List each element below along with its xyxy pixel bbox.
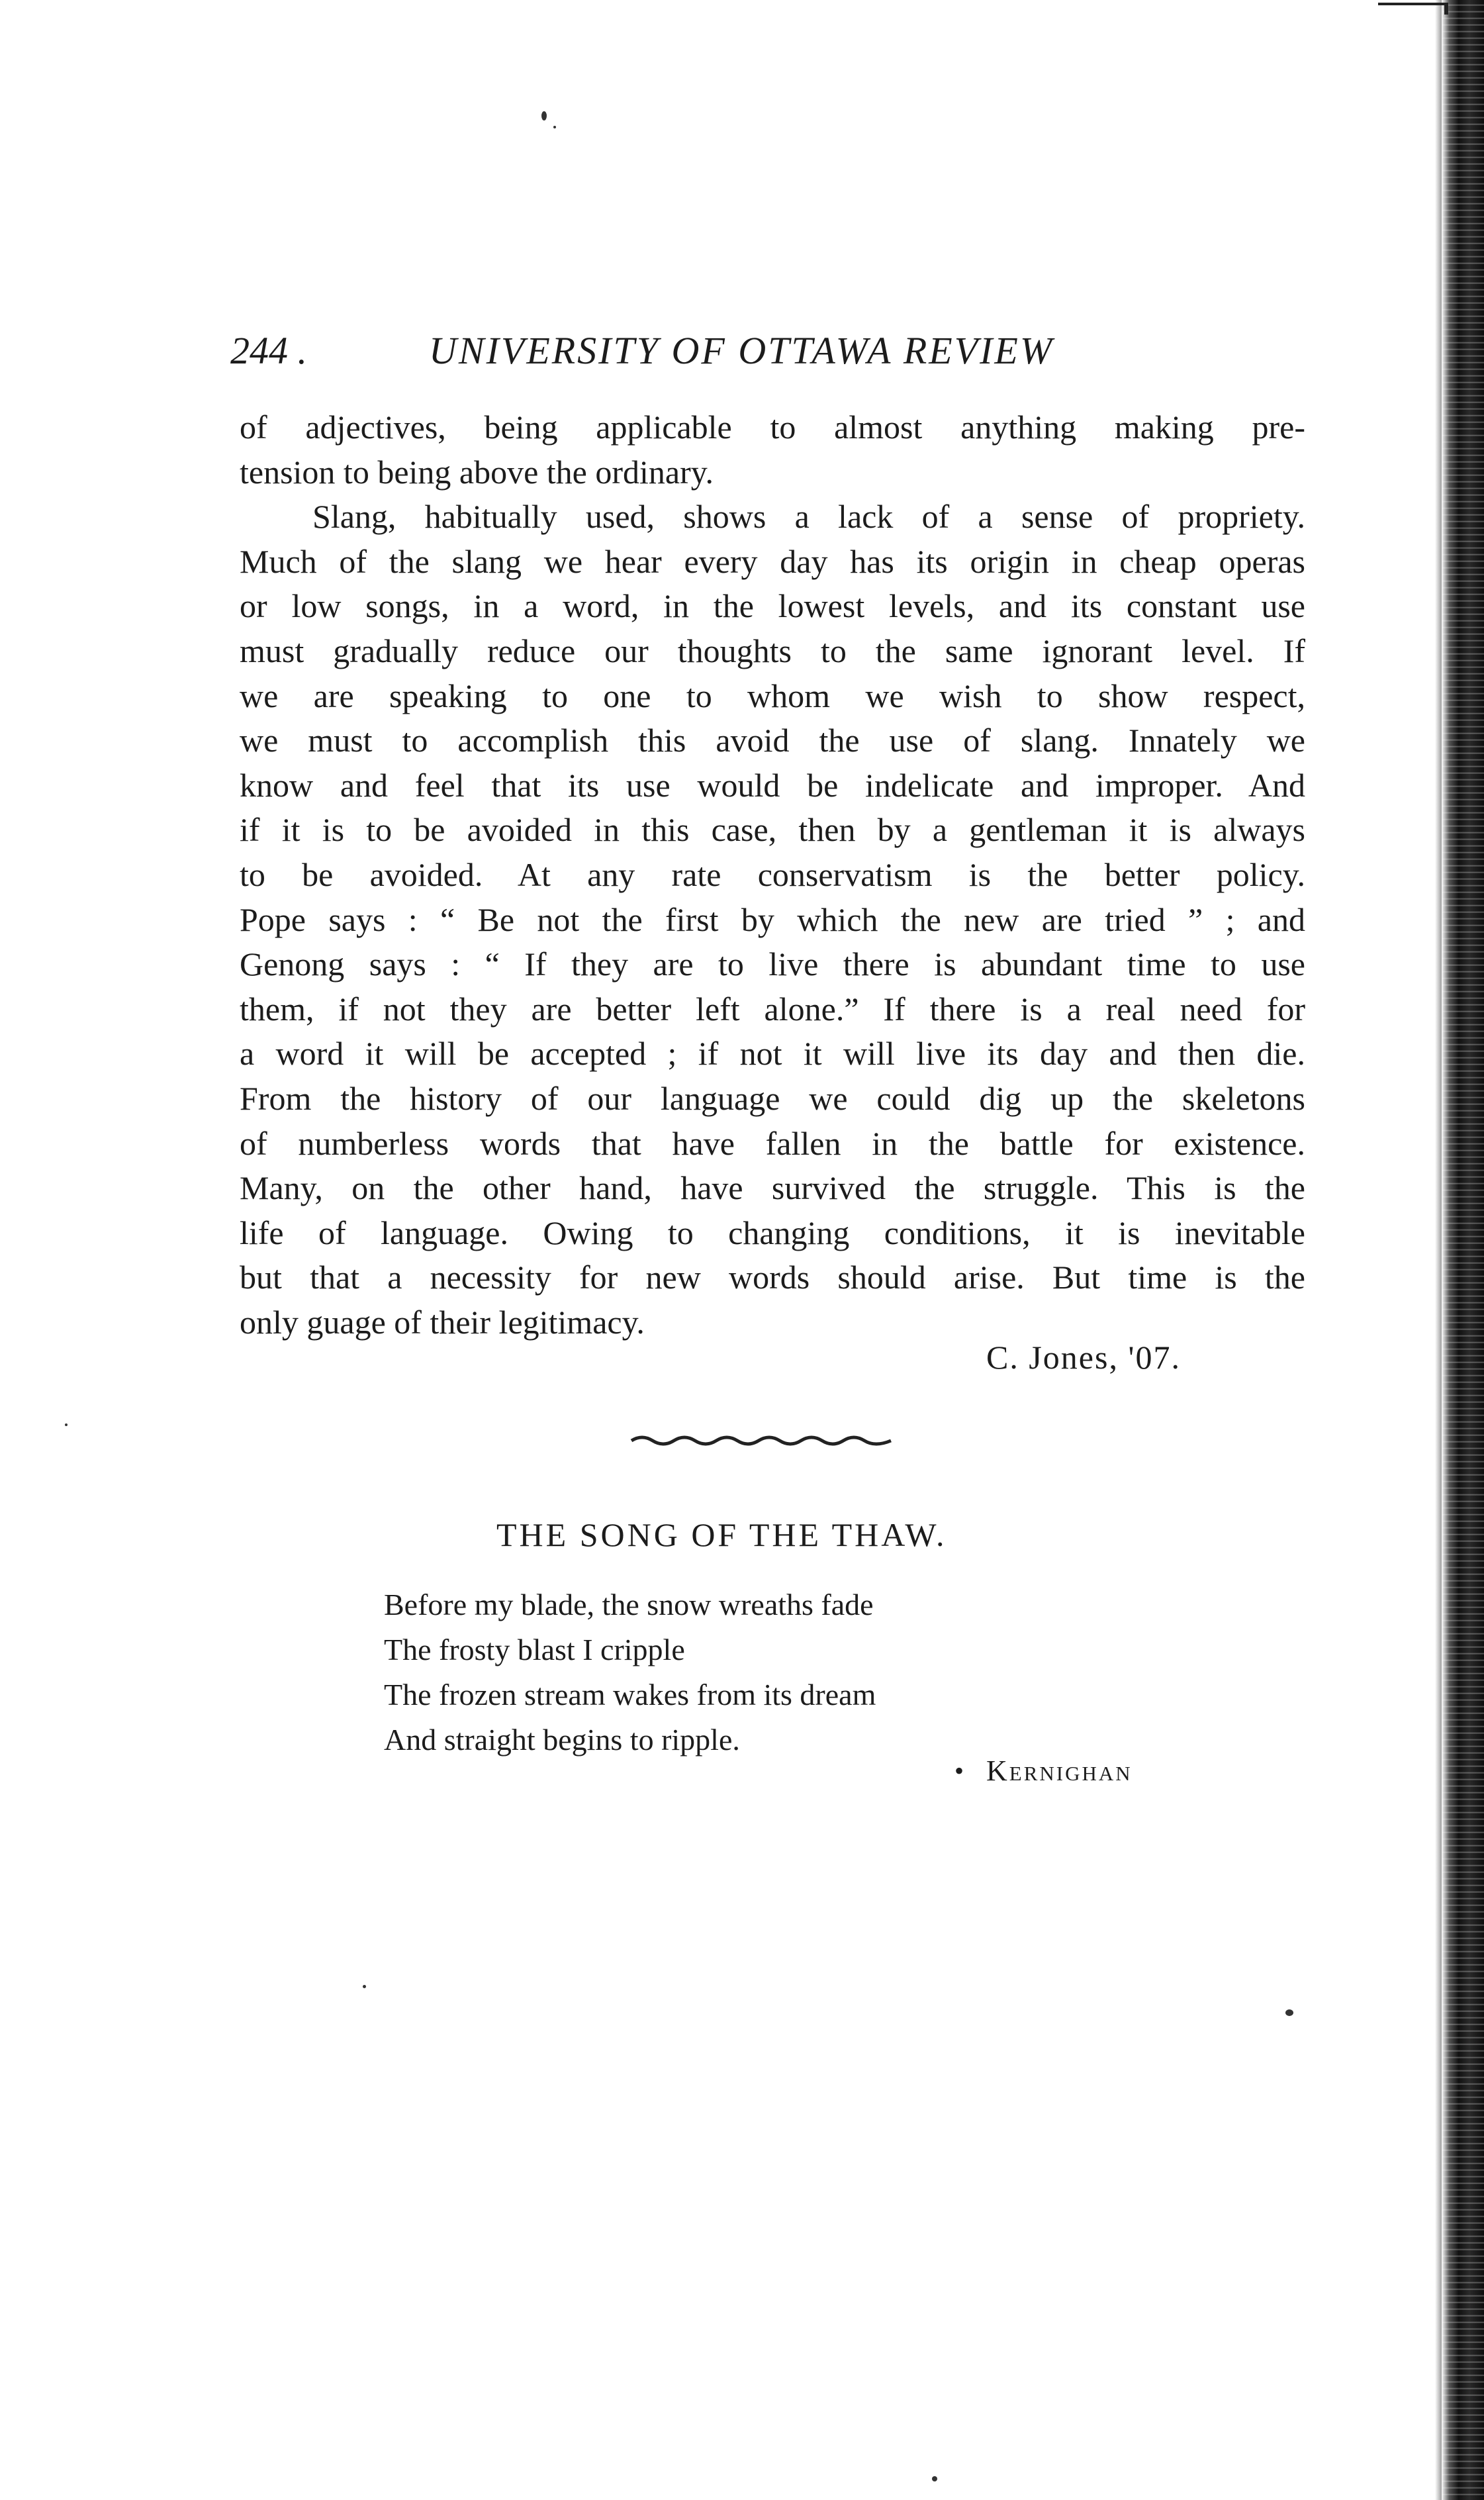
running-head (230, 324, 1223, 377)
article-line: or low songs, in a word, in the lowest levels, and its constant use (240, 587, 1305, 625)
article-line: Many, on the other hand, have survived the struggle. This is the (240, 1169, 1305, 1207)
section-divider-ornament (629, 1429, 894, 1449)
poem-body (384, 1582, 876, 1762)
article-line: Pope says : “ Be not the first by which the new are tried ” ; and (240, 900, 1305, 938)
article-line: but that a necessity for new words should arise. But time is the (240, 1259, 1305, 1296)
article-signature: C. Jones, '07. (986, 1339, 1181, 1376)
article-line: Genong says : “ If they are to live there is abundant time to use (240, 945, 1305, 983)
article-line: tension to being above the ordinary. (240, 453, 714, 491)
article-line: of numberless words that have fallen in the battle for existence. (240, 1124, 1305, 1162)
ink-speck (1285, 2009, 1293, 2016)
ink-speck (541, 111, 547, 120)
article-line: must gradually reduce our thoughts to the same ignorant level. If (240, 632, 1305, 669)
binding-shadow (1435, 0, 1442, 2500)
corner-mark (1378, 3, 1448, 15)
page-number: 244 . (230, 329, 307, 372)
article-line: a word it will be accepted ; if not it will live its day and then die. (240, 1035, 1305, 1073)
binding-edge (1442, 0, 1484, 2500)
article-line: From the history of our language we could dig up the skeletons (240, 1079, 1305, 1117)
article-line: Much of the slang we hear every day has its origin in cheap operas (240, 542, 1305, 580)
ink-speck (932, 2476, 937, 2481)
article-line: Slang, habitually used, shows a lack of a sense of propriety. (312, 498, 1305, 536)
poem-author: Kernighan (986, 1755, 1133, 1787)
article-line: life of language. Owing to changing conditions, it is inevitable (240, 1214, 1305, 1251)
article-line: know and feel that its use would be indelicate and improper. And (240, 766, 1305, 804)
author-mark: • (954, 1756, 966, 1786)
article-line: them, if not they are better left alone.” If there is a real need for (240, 990, 1305, 1028)
poem-author-block (954, 1748, 1133, 1794)
article-line: of adjectives, being applicable to almost anything making pre- (240, 409, 1305, 446)
article-line: we must to accomplish this avoid the use of slang. Innately we (240, 722, 1305, 759)
journal-title: UNIVERSITY OF OTTAWA REVIEW (429, 329, 1054, 372)
poem-line: The frozen stream wakes from its dream (384, 1678, 876, 1711)
poem-line: The frosty blast I cripple (384, 1633, 685, 1666)
ink-speck (65, 1423, 68, 1426)
poem-title: THE SONG OF THE THAW. (496, 1516, 947, 1553)
article-line: if it is to be avoided in this case, then by a gentleman it is always (240, 811, 1305, 849)
ink-speck (553, 126, 556, 128)
ink-speck (363, 1985, 366, 1988)
article-line: only guage of their legitimacy. (240, 1303, 645, 1341)
article-line: we are speaking to one to whom we wish to show respect, (240, 677, 1305, 714)
article-body (240, 405, 1305, 1345)
poem-line: And straight begins to ripple. (384, 1723, 740, 1756)
poem-line: Before my blade, the snow wreaths fade (384, 1588, 874, 1621)
article-line: to be avoided. At any rate conservatism is the better policy. (240, 855, 1305, 893)
